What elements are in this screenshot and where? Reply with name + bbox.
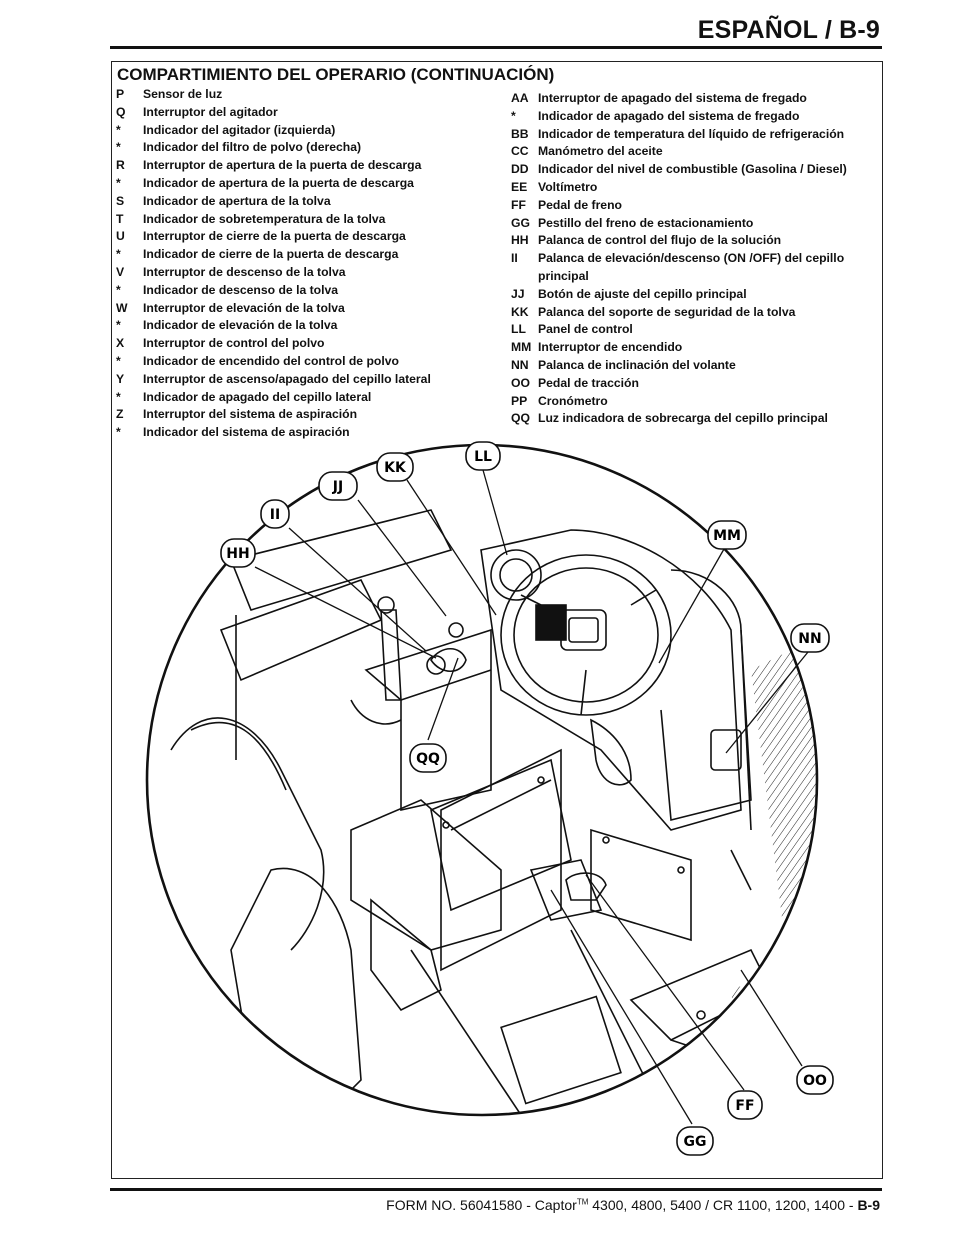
legend-item — [116, 157, 506, 175]
legend-code: MM — [511, 340, 532, 355]
legend-item — [511, 339, 871, 357]
svg-text:GG: GG — [683, 1134, 707, 1150]
legend-description: Indicador del agitador (izquierda) — [143, 122, 336, 137]
legend-code: LL — [511, 322, 526, 337]
legend-description: Indicador del filtro de polvo (derecha) — [143, 140, 362, 155]
footer-page-number: B-9 — [857, 1197, 880, 1213]
legend-code: NN — [511, 357, 529, 372]
legend-code: * — [116, 389, 121, 404]
legend-code: T — [116, 211, 124, 226]
legend-description: Botón de ajuste del cepillo principal — [538, 286, 747, 301]
legend-description: Indicador de descenso de la tolva — [143, 282, 339, 297]
callout-ll — [466, 442, 500, 470]
legend-description: Indicador de temperatura del líquido de refrigeración — [538, 126, 845, 141]
callout-gg — [677, 1127, 713, 1155]
footer — [386, 1197, 880, 1213]
legend-code: * — [511, 108, 516, 123]
svg-text:LL: LL — [474, 449, 492, 465]
svg-text:MM: MM — [713, 528, 741, 544]
legend-code: BB — [511, 126, 529, 141]
legend-description: Manómetro del aceite — [538, 144, 663, 159]
callout-oo — [797, 1066, 833, 1094]
legend-code: * — [116, 140, 121, 155]
legend-item — [511, 321, 871, 339]
legend-code: Q — [116, 104, 126, 119]
illustration — [171, 510, 841, 1150]
legend-description: Indicador de apagado del sistema de fregado — [538, 108, 800, 123]
legend-item — [511, 410, 871, 428]
legend-code: V — [116, 264, 125, 279]
callout-nn — [791, 624, 829, 652]
callout-jj — [319, 472, 357, 500]
legend-description: Interruptor de apertura de la puerta de descarga — [143, 158, 422, 173]
legend-item — [116, 211, 506, 229]
legend-item — [116, 122, 506, 140]
legend-item — [116, 353, 506, 371]
legend-code: GG — [511, 215, 530, 230]
legend-item — [511, 179, 871, 197]
legend-description: Interruptor de control del polvo — [143, 336, 325, 351]
footer-models: 4300, 4800, 5400 / CR 1100, 1200, 1400 - — [588, 1197, 858, 1213]
legend-description: Indicador de apagado del cepillo lateral — [143, 389, 372, 404]
legend-code: KK — [511, 304, 529, 319]
legend-description: Cronómetro — [538, 393, 608, 408]
legend-description: Indicador del sistema de aspiración — [143, 425, 350, 440]
callout-hh — [221, 539, 255, 567]
legend-description: Indicador de apertura de la puerta de descarga — [143, 175, 414, 190]
legend-right — [511, 90, 871, 428]
legend-item — [511, 375, 871, 393]
footer-form: FORM NO. 56041580 - Captor — [386, 1197, 577, 1213]
legend-code: S — [116, 193, 125, 208]
svg-text:NN: NN — [798, 631, 822, 647]
legend-description: Palanca del soporte de seguridad de la tolva — [538, 304, 796, 319]
legend-description: Palanca de inclinación del volante — [538, 357, 736, 372]
legend-description: Indicador de sobretemperatura de la tolva — [143, 211, 386, 226]
svg-text:KK: KK — [384, 460, 406, 476]
legend-description: Indicador de cierre de la puerta de descarga — [143, 247, 399, 262]
legend-code: U — [116, 229, 125, 244]
legend-description: Luz indicadora de sobrecarga del cepillo principal — [538, 411, 828, 426]
legend-code: * — [116, 318, 121, 333]
legend-item — [116, 228, 506, 246]
legend-code: X — [116, 336, 125, 351]
legend-left — [116, 86, 506, 442]
legend-item — [116, 317, 506, 335]
legend-item — [511, 197, 871, 215]
legend-description: Interruptor de encendido — [538, 340, 683, 355]
legend-code: II — [511, 251, 518, 266]
legend-description: Voltímetro — [538, 179, 598, 194]
legend-code: * — [116, 122, 121, 137]
legend-description: Panel de control — [538, 322, 633, 337]
legend-code: DD — [511, 162, 529, 177]
legend-description: Sensor de luz — [143, 87, 223, 101]
callout-ii — [261, 500, 289, 528]
svg-text:JJ: JJ — [332, 479, 344, 495]
legend-item — [116, 282, 506, 300]
legend-description: Indicador de elevación de la tolva — [143, 318, 338, 333]
legend-code: QQ — [511, 411, 530, 426]
footer-rule — [110, 1188, 882, 1191]
legend-item — [116, 389, 506, 407]
legend-code: Y — [116, 371, 125, 386]
legend-description: Pestillo del freno de estacionamiento — [538, 215, 754, 230]
legend-description: Indicador de encendido del control de polvo — [143, 353, 399, 368]
svg-text:HH: HH — [226, 546, 250, 562]
legend-code: HH — [511, 233, 529, 248]
legend-description: Interruptor de apagado del sistema de fregado — [538, 91, 807, 105]
legend-item — [116, 406, 506, 424]
svg-text:QQ: QQ — [416, 751, 440, 767]
header-rule — [110, 46, 882, 49]
legend-item — [511, 90, 871, 108]
legend-description: Pedal de freno — [538, 197, 622, 212]
svg-text:FF: FF — [735, 1098, 755, 1114]
legend-item — [511, 304, 871, 322]
legend-code: * — [116, 425, 121, 440]
callout-qq — [410, 744, 446, 772]
legend-code: CC — [511, 144, 529, 159]
svg-text:OO: OO — [803, 1073, 827, 1089]
callout-kk — [377, 453, 413, 481]
legend-item — [511, 250, 871, 286]
legend-description: Interruptor del agitador — [143, 104, 278, 119]
legend-item — [511, 161, 871, 179]
legend-code: Z — [116, 407, 124, 422]
legend-code: OO — [511, 375, 530, 390]
legend-code: P — [116, 87, 125, 101]
legend-code: R — [116, 158, 125, 173]
legend-code: JJ — [511, 286, 525, 301]
legend-description: Interruptor de ascenso/apagado del cepillo lateral — [143, 371, 431, 386]
leader-lines — [255, 470, 808, 1124]
page-title: ESPAÑOL / B-9 — [697, 16, 880, 44]
legend-description: Interruptor de descenso de la tolva — [143, 264, 346, 279]
legend-code: * — [116, 282, 121, 297]
legend-description: Palanca de elevación/descenso (ON /OFF) del cepillo principal — [538, 251, 845, 283]
legend-item — [116, 86, 506, 104]
legend-item — [116, 139, 506, 157]
svg-text:II: II — [269, 507, 281, 523]
legend-item — [511, 143, 871, 161]
legend-item — [511, 215, 871, 233]
legend-item — [511, 126, 871, 144]
legend-code: AA — [511, 91, 529, 105]
legend-description: Indicador de apertura de la tolva — [143, 193, 331, 208]
legend-item — [116, 371, 506, 389]
trademark: TM — [576, 1197, 589, 1207]
legend-code: EE — [511, 179, 528, 194]
legend-item — [511, 286, 871, 304]
operator-compartment-diagram — [111, 430, 883, 1178]
legend-code: * — [116, 353, 121, 368]
legend-item — [116, 335, 506, 353]
legend-item — [116, 193, 506, 211]
legend-description: Interruptor del sistema de aspiración — [143, 407, 358, 422]
legend-item — [116, 300, 506, 318]
legend-code: PP — [511, 393, 528, 408]
callout-ff — [728, 1091, 762, 1119]
legend-description: Interruptor de elevación de la tolva — [143, 300, 345, 315]
legend-item — [116, 246, 506, 264]
legend-item — [511, 357, 871, 375]
legend-item — [116, 104, 506, 122]
legend-code: W — [116, 300, 128, 315]
legend-description: Indicador del nivel de combustible (Gasolina / Diesel) — [538, 162, 847, 177]
legend-description: Palanca de control del flujo de la solución — [538, 233, 782, 248]
legend-code: FF — [511, 197, 526, 212]
legend-description: Interruptor de cierre de la puerta de descarga — [143, 229, 406, 244]
legend-item — [116, 175, 506, 193]
legend-code: * — [116, 175, 121, 190]
legend-code: * — [116, 247, 121, 262]
legend-item — [511, 108, 871, 126]
legend-item — [511, 232, 871, 250]
section-title: COMPARTIMIENTO DEL OPERARIO (CONTINUACIÓN) — [117, 65, 555, 84]
legend-description: Pedal de tracción — [538, 375, 639, 390]
legend-item — [511, 393, 871, 411]
callout-mm — [708, 521, 746, 549]
legend-item — [116, 264, 506, 282]
